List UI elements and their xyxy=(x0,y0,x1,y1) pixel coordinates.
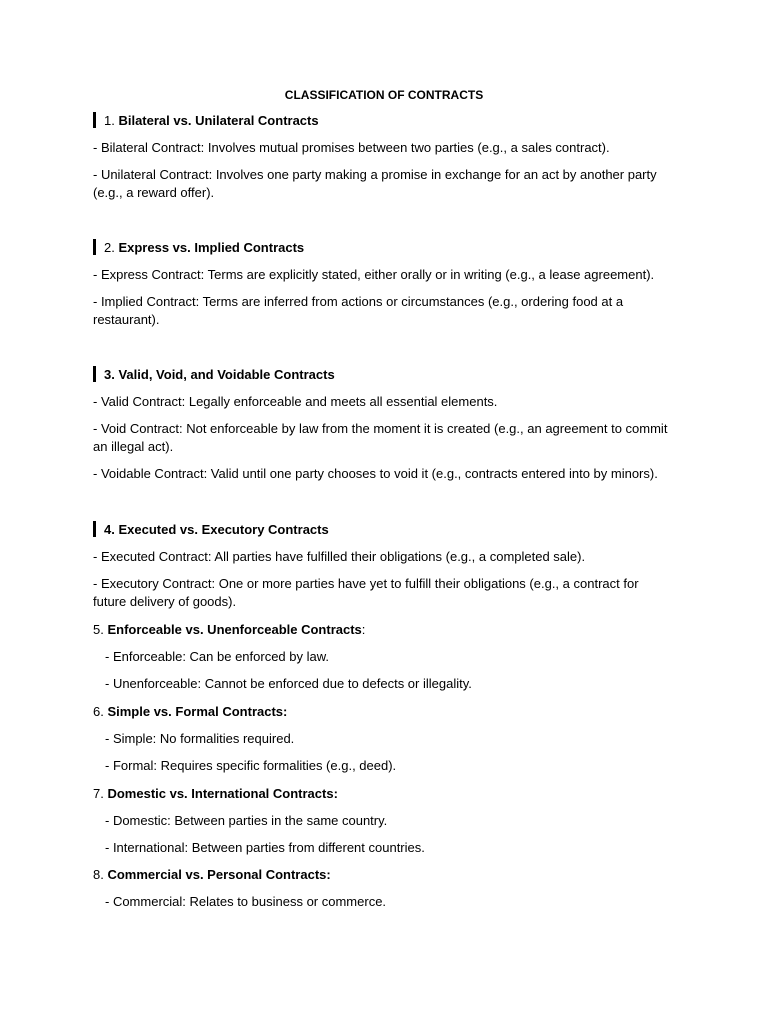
section-heading-text xyxy=(104,239,304,257)
section-item: - Simple: No formalities required. xyxy=(105,731,295,746)
section-item: - Bilateral Contract: Involves mutual promises between two parties (e.g., a sales contract). xyxy=(93,140,610,155)
section-item: - Void Contract: Not enforceable by law from the moment it is created (e.g., an agreement to commit an illegal act). xyxy=(93,421,668,454)
section-number: 6. xyxy=(93,704,104,719)
section-number: 7. xyxy=(93,786,104,801)
section-label: Bilateral vs. Unilateral Contracts xyxy=(118,113,319,128)
section-item: - Unenforceable: Cannot be enforced due to defects or illegality. xyxy=(105,676,472,691)
section-item: - Executed Contract: All parties have fulfilled their obligations (e.g., a completed sale). xyxy=(93,549,586,564)
section-heading-8 xyxy=(93,866,331,884)
section-number: 3. xyxy=(104,367,115,382)
section-label: Valid, Void, and Voidable Contracts xyxy=(118,367,335,382)
section-number: 1. xyxy=(104,113,115,128)
section-item: - Commercial: Relates to business or commerce. xyxy=(105,894,387,909)
section-label: Enforceable vs. Unenforceable Contracts xyxy=(107,622,362,637)
section-heading-text xyxy=(104,112,319,130)
section-number: 2. xyxy=(104,240,115,255)
section-item: - Express Contract: Terms are explicitly stated, either orally or in writing (e.g., a lease agreement). xyxy=(93,267,655,282)
section-number: 5. xyxy=(93,622,104,637)
section-heading-text xyxy=(104,366,335,384)
section-label: Executed vs. Executory Contracts xyxy=(118,522,329,537)
section-label: Simple vs. Formal Contracts: xyxy=(107,704,288,719)
heading-bar xyxy=(93,239,96,255)
heading-bar xyxy=(93,521,96,537)
section-number: 8. xyxy=(93,867,104,882)
section-item: - Voidable Contract: Valid until one party chooses to void it (e.g., contracts entered into by minors). xyxy=(93,466,658,481)
section-heading-7 xyxy=(93,785,338,803)
section-item: - Enforceable: Can be enforced by law. xyxy=(105,649,330,664)
section-item: - Valid Contract: Legally enforceable and meets all essential elements. xyxy=(93,394,498,409)
section-suffix: : xyxy=(361,622,366,637)
section-item: - International: Between parties from different countries. xyxy=(105,840,425,855)
section-heading-5 xyxy=(93,621,365,639)
document-title: CLASSIFICATION OF CONTRACTS xyxy=(284,88,484,102)
heading-bar xyxy=(93,112,96,128)
section-heading-6 xyxy=(93,703,287,721)
section-label: Commercial vs. Personal Contracts: xyxy=(107,867,331,882)
section-item: - Formal: Requires specific formalities (e.g., deed). xyxy=(105,758,397,773)
section-item: - Domestic: Between parties in the same country. xyxy=(105,813,388,828)
section-label: Domestic vs. International Contracts: xyxy=(107,786,338,801)
section-label: Express vs. Implied Contracts xyxy=(118,240,305,255)
section-heading-text xyxy=(104,521,329,539)
section-item: - Implied Contract: Terms are inferred from actions or circumstances (e.g., ordering food at a restaurant). xyxy=(93,294,624,327)
heading-bar xyxy=(93,366,96,382)
section-number: 4. xyxy=(104,522,115,537)
section-item: - Executory Contract: One or more parties have yet to fulfill their obligations (e.g., a contract for future delivery of goods). xyxy=(93,576,639,609)
section-item: - Unilateral Contract: Involves one party making a promise in exchange for an act by another party (e.g., a reward offer). xyxy=(93,167,657,200)
